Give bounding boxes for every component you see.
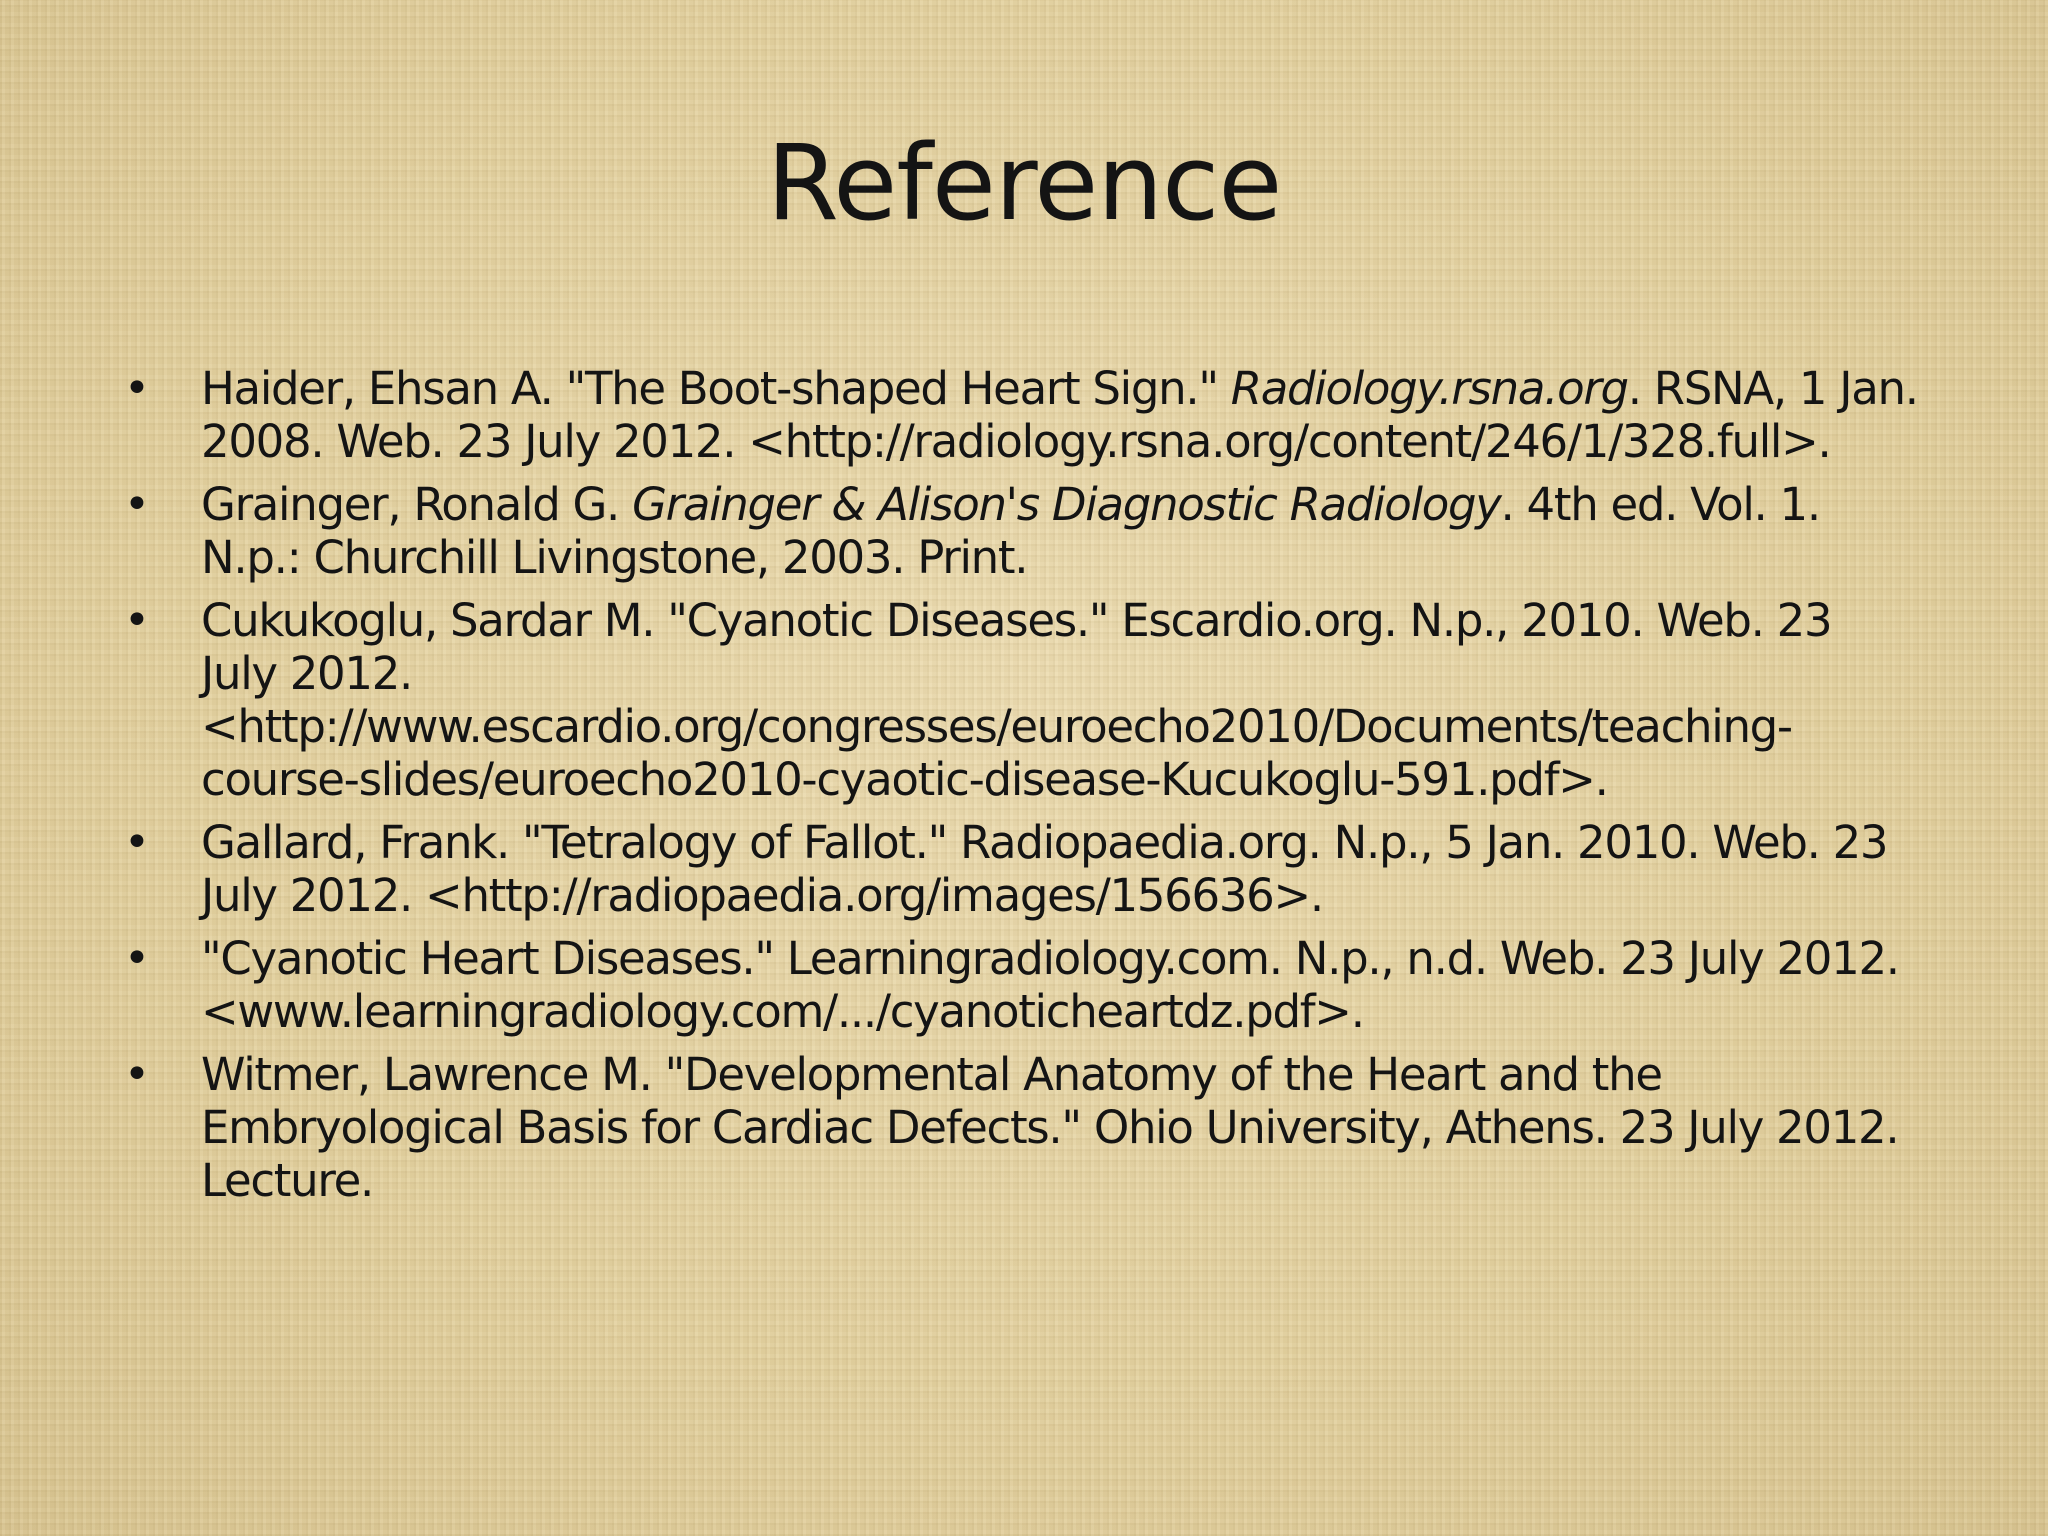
reference-title-italic: Grainger & Alison's Diagnostic Radiology — [632, 478, 1501, 531]
bullet-icon: • — [124, 479, 149, 530]
bullet-icon: • — [124, 817, 149, 868]
bullet-icon: • — [124, 363, 149, 414]
reference-text-end: . RSNA, 1 Jan. 2008. Web. 23 July 2012. <http://radiology.rsna.org/content/246/1/328.full>. — [201, 362, 1918, 468]
reference-title-italic: Radiology.rsna.org — [1230, 362, 1628, 415]
bullet-icon: • — [124, 933, 149, 984]
reference-item-3 — [118, 594, 1918, 806]
reference-text: "Cyanotic Heart Diseases." Learningradiology.com. N.p., n.d. Web. 23 July 2012. <www.learningradiology.com/.../cyanoticheartdz.pdf>. — [201, 932, 1899, 1038]
reference-list — [118, 362, 1918, 1217]
slide-title: Reference — [766, 122, 1282, 244]
reference-item-1 — [118, 362, 1918, 468]
reference-item-6 — [118, 1048, 1918, 1207]
reference-item-4 — [118, 816, 1918, 922]
reference-item-5 — [118, 932, 1918, 1038]
reference-text: Witmer, Lawrence M. "Developmental Anatomy of the Heart and the Embryological Basis for Cardiac Defects." Ohio University, Athens. 23 July 2012. Lecture. — [201, 1048, 1899, 1207]
reference-text: Haider, Ehsan A. "The Boot-shaped Heart Sign." — [201, 362, 1231, 415]
reference-item-2 — [118, 478, 1918, 584]
bullet-icon: • — [124, 595, 149, 646]
reference-text: Gallard, Frank. "Tetralogy of Fallot." Radiopaedia.org. N.p., 5 Jan. 2010. Web. 23 July 2012. <http://radiopaedia.org/images/156636>. — [201, 816, 1888, 922]
reference-text: Grainger, Ronald G. — [201, 478, 633, 531]
reference-text-end: . 4th ed. Vol. 1. N.p.: Churchill Livingstone, 2003. Print. — [201, 478, 1820, 584]
reference-text: Cukukoglu, Sardar M. "Cyanotic Diseases." Escardio.org. N.p., 2010. Web. 23 July 2012. <http://www.escardio.org/congresses/euroecho2010/Documents/teaching-course-slides/euroecho2010-cyaotic-disease-Kucukoglu-591.pdf>. — [201, 594, 1832, 806]
bullet-icon: • — [124, 1049, 149, 1100]
